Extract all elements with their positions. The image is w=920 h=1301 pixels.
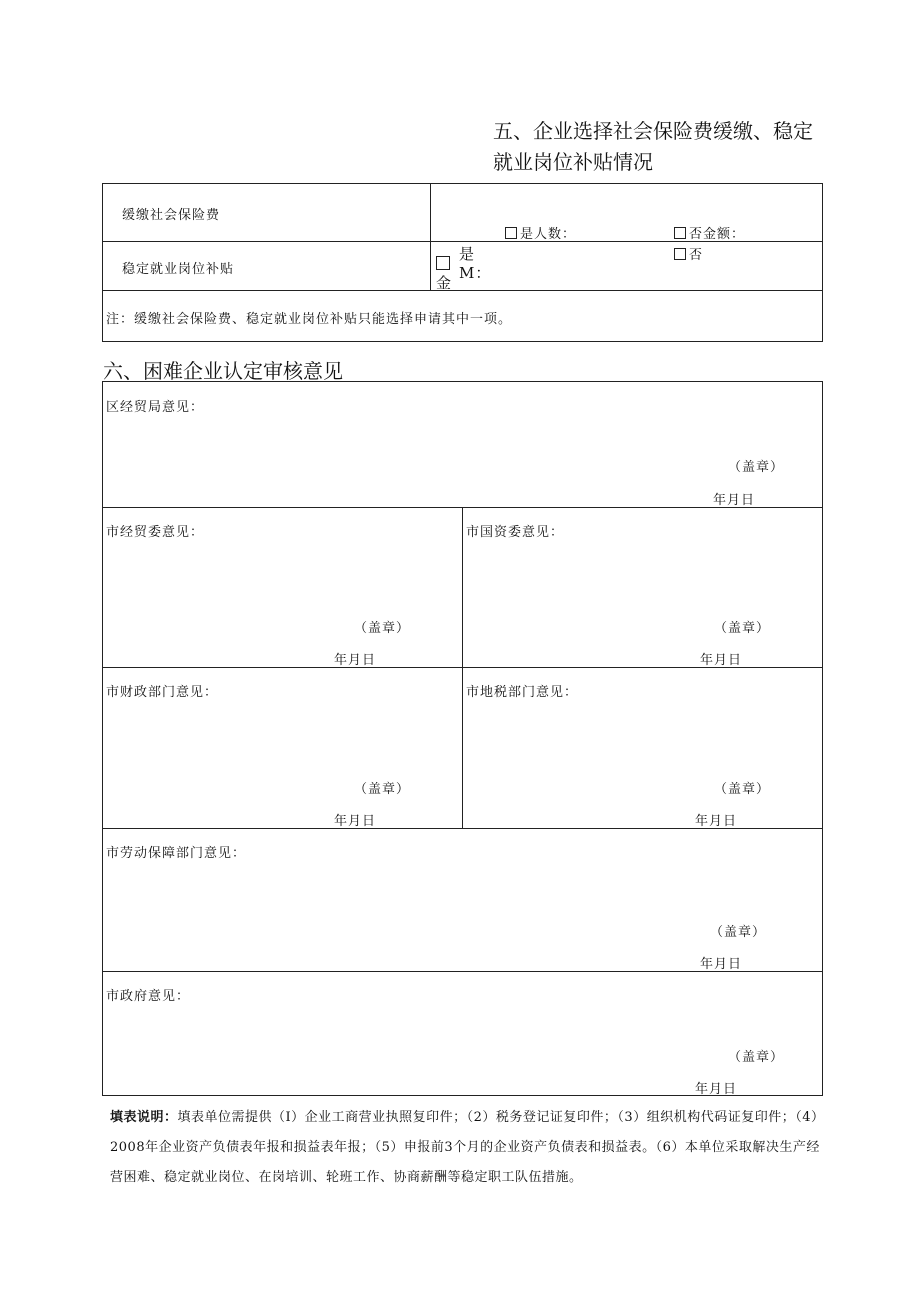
city-labor-seal: （盖章） <box>710 925 767 940</box>
row1-no-option[interactable] <box>674 223 745 242</box>
instructions-label: 填表说明： <box>110 1110 178 1125</box>
row2-label: 稳定就业岗位补贴 <box>122 262 235 277</box>
row2-yes-checkbox-icon[interactable] <box>436 256 450 270</box>
section5-title: 五、企业选择社会保险费缓缴、稳定就业岗位补贴情况 <box>493 119 813 174</box>
city-gov-date: 年月日 <box>695 1082 738 1097</box>
checkbox-icon[interactable] <box>674 227 686 239</box>
row2-m-label: M： <box>459 264 492 282</box>
city-tax-date: 年月日 <box>695 814 738 829</box>
district-opinion-label: 区经贸局意见： <box>106 400 205 415</box>
row2-yes-label: 是 <box>459 245 476 263</box>
city-sasac-date: 年月日 <box>700 653 743 668</box>
row1-yes-option[interactable] <box>505 223 576 242</box>
city-tax-seal: （盖章） <box>714 782 771 797</box>
city-finance-date: 年月日 <box>334 814 377 829</box>
city-finance-opinion-label: 市财政部门意见： <box>106 685 219 700</box>
city-econ-opinion-label: 市经贸委意见： <box>106 525 205 540</box>
section6-title: 六、困难企业认定审核意见 <box>103 359 343 383</box>
city-econ-seal: （盖章） <box>354 621 411 636</box>
city-gov-opinion-label: 市政府意见： <box>106 989 191 1004</box>
row2-jin-label: 金 <box>436 274 453 292</box>
checkbox-icon[interactable] <box>674 248 686 260</box>
city-sasac-opinion-label: 市国资委意见： <box>466 525 565 540</box>
form-instructions <box>110 1103 822 1193</box>
city-sasac-seal: （盖章） <box>714 621 771 636</box>
district-date: 年月日 <box>713 493 756 508</box>
city-econ-date: 年月日 <box>334 653 377 668</box>
section6-col-divider <box>462 507 463 828</box>
city-labor-date: 年月日 <box>700 957 743 972</box>
row2-no-label: 否 <box>689 248 704 263</box>
checkbox-icon[interactable] <box>505 227 517 239</box>
section5-note: 注：缓缴社会保险费、稳定就业岗位补贴只能选择申请其中一项。 <box>106 312 513 327</box>
instructions-text: 填表单位需提供（I）企业工商营业执照复印件；（2）税务登记证复印件；（3）组织机构代码证复印件；（4）2008年企业资产负债表年报和损益表年报；（5）申报前3个月的企业资产负债表和损益表。（6）本单位采取解决生产经营困难、稳定就业岗位、在岗培训、轮班工作、协商薪酬等稳定职工队伍措施。 <box>110 1110 820 1185</box>
district-seal: （盖章） <box>728 460 785 475</box>
city-finance-seal: （盖章） <box>354 782 411 797</box>
row1-no-label: 否金额： <box>689 227 746 242</box>
city-gov-seal: （盖章） <box>728 1050 785 1065</box>
row2-no-option[interactable] <box>674 244 703 263</box>
city-tax-opinion-label: 市地税部门意见： <box>466 685 579 700</box>
section5-row-divider-2 <box>102 290 823 291</box>
city-labor-opinion-label: 市劳动保障部门意见： <box>106 846 247 861</box>
row1-label: 缓缴社会保险费 <box>122 208 221 223</box>
section5-col-divider <box>430 183 431 291</box>
row1-yes-label: 是人数： <box>520 227 577 242</box>
